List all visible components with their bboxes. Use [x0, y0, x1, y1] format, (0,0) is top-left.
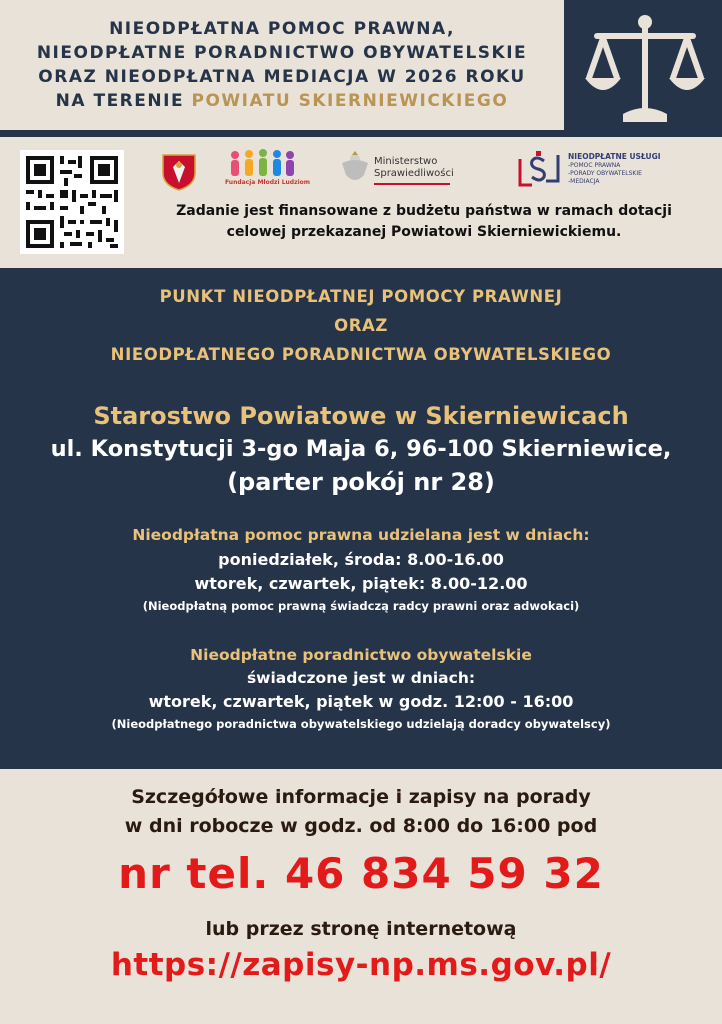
legal-aid-note: (Nieodpłatną pomoc prawną świadczą radcy prawni oraz adwokaci)	[142, 599, 580, 613]
legal-aid-heading: Nieodpłatna pomoc prawna udzielana jest w dniach:	[132, 526, 590, 544]
office-name: Starostwo Powiatowe w Skierniewicach	[93, 402, 629, 430]
nieodplatne-uslugi-logo	[516, 151, 686, 191]
contact-block	[0, 769, 722, 1024]
header	[0, 0, 722, 137]
header-title-box	[0, 0, 564, 130]
nieodplatne-uslugi-icon	[516, 151, 562, 189]
ministry-red-bar	[374, 183, 450, 185]
civic-advice-note: (Nieodpłatnego poradnictwa obywatelskiego udzielają doradcy obywatelscy)	[111, 717, 611, 731]
registration-url-link[interactable]: https://zapisy-np.ms.gov.pl/	[110, 947, 612, 983]
ministry-label: Ministerstwo Sprawiedliwości	[374, 156, 454, 179]
fundacja-label: Fundacja Młodzi Ludziom	[225, 179, 311, 186]
contact-info-line-2: w dni robocze w godz. od 8:00 do 16:00 pod	[124, 815, 598, 837]
header-title-prefix: NA TERENIE	[55, 91, 185, 111]
office-room: (parter pokój nr 28)	[227, 468, 495, 496]
civic-advice-heading-2: świadczone jest w dniach:	[246, 669, 476, 687]
punkt-title-line-2: ORAZ	[334, 316, 388, 335]
phone-number[interactable]: nr tel. 46 834 59 32	[118, 849, 604, 898]
header-title-line-2: NIEODPŁATNE PORADNICTWO OBYWATELSKIE	[36, 43, 528, 63]
ministry-logo	[340, 151, 460, 195]
qr-code[interactable]	[20, 150, 124, 254]
legal-aid-hours-1: poniedziałek, środa: 8.00-16.00	[218, 550, 504, 569]
office-address: ul. Konstytucji 3-go Maja 6, 96-100 Skierniewice,	[50, 436, 672, 462]
civic-advice-hours: wtorek, czwartek, piątek w godz. 12:00 - 16:00	[148, 692, 574, 711]
funding-line-1: Zadanie jest finansowane z budżetu państwa w ramach dotacji	[176, 203, 672, 219]
scales-of-justice-icon	[583, 10, 708, 128]
main-info-block	[0, 268, 722, 769]
funding-line-2: celowej przekazanej Powiatowi Skierniewickiemu.	[226, 224, 622, 240]
punkt-title-line-1: PUNKT NIEODPŁATNEJ POMOCY PRAWNEJ	[159, 287, 563, 306]
funding-statement	[136, 201, 712, 243]
header-title-line-1: NIEODPŁATNA POMOC PRAWNA,	[109, 19, 455, 39]
contact-info-line-1: Szczegółowe informacje i zapisy na porady	[131, 786, 591, 808]
nieodplatne-uslugi-title: NIEODPŁATNE USŁUGI	[568, 152, 661, 161]
fundacja-figures-icon	[225, 149, 299, 179]
website-label: lub przez stronę internetową	[205, 918, 517, 940]
header-title-line-3: ORAZ NIEODPŁATNA MEDIACJA W 2026 ROKU	[38, 67, 526, 87]
civic-advice-heading-1: Nieodpłatne poradnictwo obywatelskie	[190, 646, 532, 664]
sponsors-band	[0, 137, 722, 268]
county-crest-icon	[161, 153, 197, 191]
header-title-accent: POWIATU SKIERNIEWICKIEGO	[191, 91, 509, 111]
qr-code-graphic	[20, 150, 124, 254]
legal-aid-hours-2: wtorek, czwartek, piątek: 8.00-12.00	[194, 574, 528, 593]
nieodplatne-uslugi-items: -POMOC PRAWNA -PORADY OBYWATELSKIE -MEDIACJA	[568, 162, 642, 185]
header-title-line-4	[56, 89, 509, 113]
punkt-title-line-3: NIEODPŁATNEGO PORADNICTWA OBYWATELSKIEGO	[110, 345, 612, 364]
polish-eagle-icon	[340, 151, 370, 185]
fundacja-logo	[225, 149, 311, 191]
